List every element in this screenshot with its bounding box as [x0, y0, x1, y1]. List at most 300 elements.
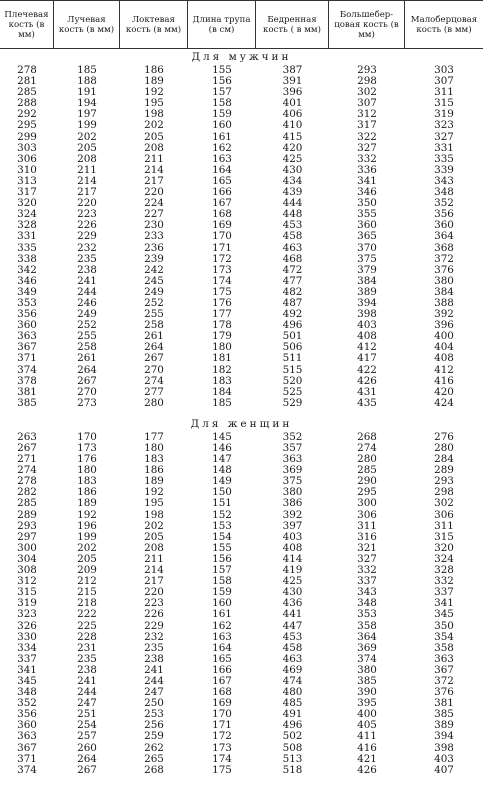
- table-cell: 255: [77, 330, 97, 343]
- table-cell: 232: [77, 241, 97, 254]
- table-cell: 175: [212, 285, 232, 298]
- table-cell: 321: [357, 541, 377, 554]
- table-cell: 463: [282, 241, 303, 254]
- table-cell: 350: [357, 197, 377, 210]
- table-cell: 335: [434, 152, 454, 165]
- table-cell: 163: [212, 152, 232, 165]
- table-cell: 412: [434, 363, 454, 376]
- table-cell: 238: [77, 663, 97, 676]
- table-cell: 307: [434, 75, 454, 88]
- table-cell: 349: [17, 285, 37, 298]
- table-row: [0, 654, 483, 665]
- table-cell: 363: [17, 730, 37, 743]
- table-cell: 202: [144, 519, 164, 532]
- table-cell: 218: [77, 597, 97, 610]
- table-cell: 370: [357, 241, 377, 254]
- table-cell: 300: [17, 541, 37, 554]
- table-cell: 297: [17, 530, 37, 543]
- table-cell: 146: [212, 442, 232, 454]
- table-cell: 214: [77, 174, 97, 187]
- table-cell: 217: [77, 186, 97, 199]
- table-cell: 278: [17, 475, 37, 488]
- table-cell: 214: [144, 163, 164, 176]
- table-cell: 157: [212, 86, 232, 99]
- table-cell: 205: [144, 530, 164, 543]
- table-cell: 386: [282, 497, 303, 510]
- table-cell: 235: [77, 252, 97, 265]
- table-cell: 306: [357, 508, 377, 521]
- table-cell: 264: [77, 363, 97, 376]
- table-cell: 212: [77, 575, 97, 588]
- table-cell: 372: [434, 674, 454, 687]
- table-cell: 288: [17, 97, 37, 110]
- table-row: [0, 676, 483, 687]
- table-cell: 267: [144, 352, 164, 365]
- table-row: [0, 743, 483, 754]
- table-cell: 356: [17, 708, 37, 721]
- table-cell: 330: [17, 630, 37, 643]
- table-cell: 249: [144, 285, 164, 298]
- table-cell: 397: [282, 519, 303, 532]
- table-cell: 341: [357, 174, 377, 187]
- table-cell: 312: [17, 575, 37, 588]
- table-cell: 415: [282, 130, 303, 143]
- table-cell: 261: [77, 352, 97, 365]
- table-cell: 410: [282, 119, 303, 132]
- header-body-length: Длина трупа (в см): [188, 1, 256, 48]
- table-cell: 337: [434, 586, 454, 599]
- table-cell: 235: [144, 641, 164, 654]
- table-cell: 439: [282, 186, 303, 199]
- table-cell: 328: [434, 564, 454, 577]
- table-row: [0, 198, 483, 209]
- table-row: [0, 265, 483, 276]
- table-cell: 468: [282, 252, 303, 265]
- table-cell: 238: [77, 263, 97, 276]
- table-cell: 302: [434, 497, 454, 510]
- table-cell: 196: [77, 519, 97, 532]
- table-cell: 323: [17, 608, 37, 621]
- table-cell: 180: [212, 341, 232, 354]
- table-row: [0, 154, 483, 165]
- table-cell: 245: [144, 274, 164, 287]
- table-cell: 348: [17, 686, 37, 699]
- table-cell: 189: [144, 75, 164, 88]
- table-row: [0, 476, 483, 487]
- table-cell: 238: [144, 652, 164, 665]
- table-row: [0, 132, 483, 143]
- table-cell: 317: [17, 186, 37, 199]
- table-cell: 244: [77, 285, 97, 298]
- table-cell: 249: [77, 308, 97, 321]
- table-cell: 327: [434, 130, 454, 143]
- table-cell: 525: [282, 385, 303, 398]
- table-cell: 282: [17, 486, 37, 499]
- table-cell: 384: [357, 274, 377, 287]
- table-cell: 401: [282, 97, 303, 110]
- table-cell: 426: [357, 763, 377, 776]
- table-cell: 167: [212, 197, 232, 210]
- table-cell: 165: [212, 174, 232, 187]
- table-cell: 230: [144, 219, 164, 232]
- table-cell: 342: [17, 263, 37, 276]
- table-cell: 259: [144, 730, 164, 743]
- table-cell: 149: [212, 475, 232, 488]
- table-cell: 426: [357, 374, 377, 387]
- table-row: [0, 443, 483, 454]
- table-cell: 403: [357, 319, 377, 332]
- table-cell: 363: [282, 453, 303, 466]
- table-cell: 307: [357, 97, 377, 110]
- table-cell: 162: [212, 619, 232, 632]
- table-cell: 209: [77, 564, 97, 577]
- table-cell: 163: [212, 630, 232, 643]
- table-cell: 188: [77, 75, 97, 88]
- table-cell: 246: [77, 296, 97, 309]
- table-cell: 229: [77, 230, 97, 243]
- table-cell: 425: [282, 152, 303, 165]
- table-row: [0, 76, 483, 87]
- table-cell: 336: [357, 163, 377, 176]
- table-cell: 324: [434, 552, 454, 565]
- table-cell: 332: [434, 575, 454, 588]
- table-cell: 376: [434, 263, 454, 276]
- table-cell: 256: [144, 719, 164, 732]
- table-cell: 371: [17, 752, 37, 765]
- table-cell: 374: [17, 363, 37, 376]
- table-cell: 208: [77, 152, 97, 165]
- table-row: [0, 432, 483, 443]
- table-cell: 331: [17, 230, 37, 243]
- table-cell: 355: [357, 208, 377, 221]
- table-row: [0, 387, 483, 398]
- table-cell: 315: [17, 586, 37, 599]
- table-row: [0, 543, 483, 554]
- table-cell: 263: [17, 430, 37, 443]
- table-row: [0, 698, 483, 709]
- table-cell: 352: [282, 430, 303, 443]
- table-cell: 214: [144, 564, 164, 577]
- table-row: [0, 621, 483, 632]
- table-cell: 353: [357, 608, 377, 621]
- table-cell: 158: [212, 97, 232, 110]
- table-cell: 381: [17, 385, 37, 398]
- table-cell: 208: [144, 541, 164, 554]
- table-row: [0, 120, 483, 131]
- table-row: [0, 143, 483, 154]
- table-cell: 444: [282, 197, 303, 210]
- table-row: [0, 643, 483, 654]
- table-cell: 166: [212, 663, 232, 676]
- table-cell: 194: [77, 97, 97, 110]
- table-cell: 416: [434, 374, 454, 387]
- table-cell: 166: [212, 186, 232, 199]
- table-cell: 513: [282, 752, 303, 765]
- table-cell: 458: [282, 230, 303, 243]
- table-cell: 217: [144, 575, 164, 588]
- table-cell: 403: [434, 752, 454, 765]
- table-cell: 408: [434, 352, 454, 365]
- table-cell: 162: [212, 141, 232, 154]
- table-cell: 412: [357, 341, 377, 354]
- table-cell: 271: [17, 453, 37, 466]
- table-cell: 160: [212, 597, 232, 610]
- table-cell: 313: [17, 174, 37, 187]
- table-cell: 293: [434, 475, 454, 488]
- table-cell: 367: [17, 341, 37, 354]
- table-cell: 267: [77, 763, 97, 776]
- table-cell: 236: [144, 241, 164, 254]
- table-cell: 284: [434, 453, 454, 466]
- table-cell: 154: [212, 530, 232, 543]
- table-cell: 257: [77, 730, 97, 743]
- table-cell: 353: [17, 296, 37, 309]
- table-cell: 411: [357, 730, 377, 743]
- table-cell: 419: [282, 564, 303, 577]
- table-cell: 430: [282, 586, 303, 599]
- table-cell: 391: [282, 75, 303, 88]
- table-cell: 179: [212, 330, 232, 343]
- table-cell: 160: [212, 119, 232, 132]
- table-row: [0, 709, 483, 720]
- table-cell: 220: [144, 186, 164, 199]
- table-cell: 348: [434, 186, 454, 199]
- table-cell: 326: [17, 619, 37, 632]
- table-cell: 184: [212, 385, 232, 398]
- table-cell: 229: [144, 619, 164, 632]
- header-femur: Бедренная кость ( в мм): [256, 1, 329, 48]
- table-row: [0, 376, 483, 387]
- table-cell: 357: [282, 442, 303, 454]
- table-cell: 227: [144, 208, 164, 221]
- table-cell: 169: [212, 219, 232, 232]
- table-cell: 403: [282, 530, 303, 543]
- table-cell: 389: [357, 285, 377, 298]
- table-cell: 223: [144, 597, 164, 610]
- table-cell: 247: [144, 686, 164, 699]
- table-cell: 392: [434, 308, 454, 321]
- table-cell: 324: [17, 208, 37, 221]
- table-cell: 425: [282, 575, 303, 588]
- table-cell: 264: [144, 341, 164, 354]
- table-cell: 388: [434, 296, 454, 309]
- table-row: [0, 243, 483, 254]
- table-cell: 273: [77, 396, 97, 409]
- table-cell: 226: [77, 219, 97, 232]
- table-cell: 180: [77, 464, 97, 477]
- table-cell: 155: [212, 64, 232, 76]
- table-cell: 285: [17, 86, 37, 99]
- table-cell: 265: [144, 752, 164, 765]
- table-cell: 338: [17, 252, 37, 265]
- table-cell: 360: [434, 219, 454, 232]
- table-cell: 233: [144, 230, 164, 243]
- table-cell: 431: [357, 385, 377, 398]
- table-cell: 360: [17, 719, 37, 732]
- table-cell: 417: [357, 352, 377, 365]
- table-cell: 192: [144, 486, 164, 499]
- table-row: [0, 554, 483, 565]
- table-cell: 191: [77, 86, 97, 99]
- table-cell: 374: [357, 652, 377, 665]
- table-row: [0, 532, 483, 543]
- table-cell: 254: [77, 719, 97, 732]
- table-cell: 448: [282, 208, 303, 221]
- table-cell: 186: [144, 464, 164, 477]
- table-cell: 202: [144, 119, 164, 132]
- table-row: [0, 87, 483, 98]
- table-cell: 458: [282, 641, 303, 654]
- table-cell: 407: [434, 763, 454, 776]
- table-cell: 252: [77, 319, 97, 332]
- table-cell: 360: [357, 219, 377, 232]
- table-row: [0, 765, 483, 776]
- table-cell: 251: [77, 708, 97, 721]
- table-cell: 217: [144, 174, 164, 187]
- table-cell: 334: [17, 641, 37, 654]
- table-cell: 320: [434, 541, 454, 554]
- table-cell: 375: [357, 252, 377, 265]
- table-cell: 371: [17, 352, 37, 365]
- table-cell: 255: [144, 308, 164, 321]
- table-cell: 173: [212, 741, 232, 754]
- table-row: [0, 731, 483, 742]
- table-cell: 280: [144, 396, 164, 409]
- table-cell: 520: [282, 374, 303, 387]
- table-cell: 311: [357, 519, 377, 532]
- table-cell: 394: [357, 296, 377, 309]
- table-cell: 358: [434, 641, 454, 654]
- table-cell: 241: [77, 674, 97, 687]
- table-row: [0, 276, 483, 287]
- table-cell: 487: [282, 296, 303, 309]
- table-cell: 477: [282, 274, 303, 287]
- table-cell: 405: [357, 719, 377, 732]
- table-row: [0, 665, 483, 676]
- table-cell: 529: [282, 396, 303, 409]
- table-cell: 306: [434, 508, 454, 521]
- table-cell: 346: [357, 186, 377, 199]
- table-cell: 172: [212, 252, 232, 265]
- table-cell: 343: [357, 586, 377, 599]
- table-cell: 447: [282, 619, 303, 632]
- table-row: [0, 220, 483, 231]
- header-ulna: Локтевая кость (в мм): [120, 1, 188, 48]
- table-cell: 331: [434, 141, 454, 154]
- table-cell: 158: [212, 575, 232, 588]
- table-cell: 316: [357, 530, 377, 543]
- table-cell: 153: [212, 519, 232, 532]
- table-cell: 421: [357, 752, 377, 765]
- table-row: [0, 187, 483, 198]
- table-cell: 176: [77, 453, 97, 466]
- table-cell: 398: [357, 308, 377, 321]
- table-cell: 339: [434, 163, 454, 176]
- table-cell: 170: [77, 430, 97, 443]
- header-radius: Лучевая кость (в мм): [54, 1, 120, 48]
- table-row: [0, 231, 483, 242]
- table-cell: 226: [144, 608, 164, 621]
- table-cell: 369: [282, 464, 303, 477]
- table-cell: 171: [212, 241, 232, 254]
- table-cell: 155: [212, 541, 232, 554]
- table-body-men: [0, 65, 483, 409]
- table-cell: 369: [357, 641, 377, 654]
- table-cell: 159: [212, 108, 232, 121]
- table-cell: 289: [434, 464, 454, 477]
- table-cell: 185: [212, 396, 232, 409]
- table-cell: 404: [434, 341, 454, 354]
- table-cell: 199: [77, 119, 97, 132]
- table-cell: 186: [77, 486, 97, 499]
- table-cell: 161: [212, 130, 232, 143]
- table-cell: 328: [17, 219, 37, 232]
- table-cell: 222: [77, 608, 97, 621]
- table-cell: 356: [434, 208, 454, 221]
- table-cell: 337: [17, 652, 37, 665]
- table-cell: 150: [212, 486, 232, 499]
- table-cell: 177: [144, 430, 164, 443]
- table-cell: 380: [434, 274, 454, 287]
- table-cell: 308: [17, 564, 37, 577]
- table-cell: 199: [77, 530, 97, 543]
- table-row: [0, 521, 483, 532]
- table-cell: 502: [282, 730, 303, 743]
- table-cell: 202: [77, 130, 97, 143]
- table-cell: 453: [282, 219, 303, 232]
- table-cell: 327: [357, 141, 377, 154]
- table-cell: 312: [357, 108, 377, 121]
- table-cell: 241: [144, 663, 164, 676]
- table-cell: 244: [77, 686, 97, 699]
- table-cell: 247: [77, 697, 97, 710]
- table-cell: 374: [17, 763, 37, 776]
- table-cell: 365: [357, 230, 377, 243]
- table-cell: 350: [434, 619, 454, 632]
- table-cell: 320: [17, 197, 37, 210]
- table-row: [0, 109, 483, 120]
- table-cell: 164: [212, 163, 232, 176]
- table-cell: 463: [282, 652, 303, 665]
- table-cell: 395: [357, 697, 377, 710]
- table-cell: 180: [144, 442, 164, 454]
- table-cell: 161: [212, 608, 232, 621]
- table-cell: 185: [77, 64, 97, 76]
- table-cell: 195: [144, 497, 164, 510]
- table-cell: 372: [434, 252, 454, 265]
- table-cell: 181: [212, 352, 232, 365]
- table-cell: 381: [434, 697, 454, 710]
- table-cell: 293: [17, 519, 37, 532]
- table-cell: 380: [357, 663, 377, 676]
- table-cell: 416: [357, 741, 377, 754]
- table-cell: 358: [357, 619, 377, 632]
- table-cell: 368: [434, 241, 454, 254]
- table-row: [0, 565, 483, 576]
- table-cell: 228: [77, 630, 97, 643]
- table-cell: 262: [144, 741, 164, 754]
- table-cell: 270: [144, 363, 164, 376]
- table-cell: 354: [434, 630, 454, 643]
- table-cell: 260: [77, 741, 97, 754]
- table-cell: 274: [144, 374, 164, 387]
- table-cell: 195: [144, 97, 164, 110]
- table-cell: 430: [282, 163, 303, 176]
- table-cell: 211: [144, 552, 164, 565]
- table-cell: 387: [282, 64, 303, 76]
- table-cell: 289: [17, 508, 37, 521]
- table-row: [0, 720, 483, 731]
